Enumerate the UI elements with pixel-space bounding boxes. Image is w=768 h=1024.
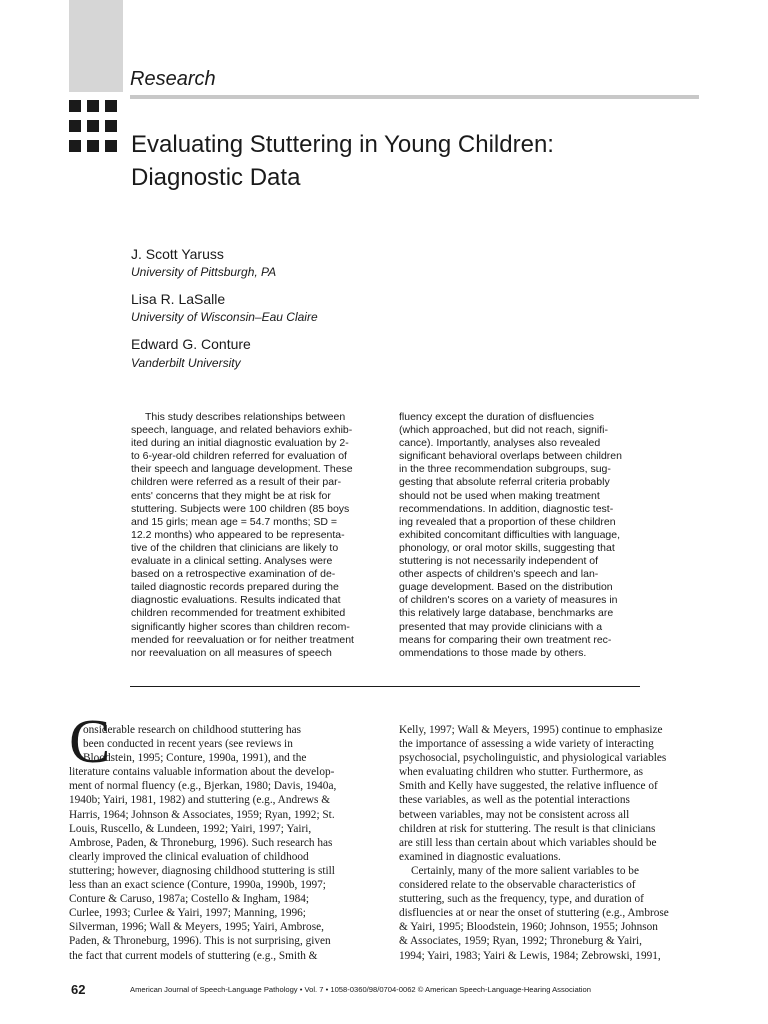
text-line: the fact that current models of stuttering (e.g., Smith & [69,949,318,962]
text-line: ment of normal fluency (e.g., Bjerkan, 1980; Davis, 1940a, [69,780,337,793]
text-line: (which approached, but did not reach, signifi- [399,424,608,437]
text-line: based on a retrospective examination of de- [131,568,336,581]
text-line: other aspects of children's speech and lan- [399,568,599,581]
body-left-column [69,723,369,963]
text-line: the importance of assessing a wide variety of interacting [399,738,654,751]
text-line: cance). Importantly, analyses also revealed [399,437,601,450]
text-line: children at risk for stuttering. The result is that clinicians [399,822,656,835]
text-line: speech, language, and related behaviors exhib- [131,424,353,437]
text-line: significantly higher scores than children recom- [131,620,350,633]
text-line: Curlee, 1993; Curlee & Yairi, 1997; Manning, 1996; [69,907,306,920]
text-line: phonology, or oral motor skills, suggesting that [399,541,615,554]
text-line: psychosocial, psycholinguistic, and physiological variables [399,752,667,765]
text-line: children recommended for treatment exhibited [131,607,346,620]
text-line: less than an exact science (Conture, 1990a, 1990b, 1997; [69,879,326,892]
text-line: to 6-year-old children referred for evaluation of [131,450,347,463]
text-line: presented that may provide clinicians with a [399,620,603,633]
text-line: exhibited concomitant difficulties with language, [399,528,621,541]
text-line: in the three recommendation subgroups, sug- [399,463,611,476]
author-name: Edward G. Conture [131,336,251,352]
text-line: children were referred as a result of their par- [131,476,342,489]
section-label: Research [130,68,216,90]
text-line: between variables, may not be consistent across all [399,808,630,821]
section-tab-decoration [69,0,123,92]
text-line: guage development. Based on the distribution [399,581,613,594]
text-line: these variables, as well as the potential interactions [399,794,630,807]
text-line: disfluencies at or near the onset of stuttering (e.g., Ambrose [399,907,669,920]
text-line: literature contains valuable information about the develop- [69,766,335,779]
text-line: clearly improved the clinical evaluation of childhood [69,850,309,863]
author-affiliation: Vanderbilt University [131,356,241,370]
text-line: 1994; Yairi, 1983; Yairi & Lewis, 1984; Zebrowski, 1991, [399,949,661,962]
title-line: Diagnostic Data [131,164,301,191]
text-line: of children's scores on a variety of measures in [399,594,618,607]
text-line: Certainly, many of the more salient variables to be [411,864,639,877]
text-line: gesting that absolute referral criteria probably [399,476,610,489]
author-affiliation: University of Pittsburgh, PA [131,265,277,279]
text-line: Silverman, 1996; Wall & Meyers, 1995; Yairi, Ambrose, [69,921,324,934]
text-line: stuttering, such as the frequency, type, and duration of [399,893,644,906]
text-line: & Yairi, 1995; Bloodstein, 1960; Johnson, 1955; Johnson [399,921,658,934]
decorative-squares [69,100,125,156]
text-line: evaluate in a clinical setting. Analyses were [131,555,333,568]
text-line: ommendations to those made by others. [399,646,587,659]
text-line: Louis, Ruscello, & Lundeen, 1992; Yairi, 1997; Yairi, [69,822,312,835]
text-line: considered relate to the observable characteristics of [399,879,636,892]
article-title [131,128,554,194]
text-line: Harris, 1964; Johnson & Associates, 1959; Ryan, 1992; St. [69,808,335,821]
text-line: ents' concerns that they might be at risk for [131,489,331,502]
text-line: been conducted in recent years (see reviews in [83,738,293,751]
text-line: Bloodstein, 1995; Conture, 1990a, 1991), and the [83,752,307,765]
text-line: should not be used when making treatment [399,489,600,502]
section-rule [130,95,699,99]
page-number: 62 [71,982,86,997]
text-line: stuttering; however, diagnosing childhood stuttering is still [69,864,335,877]
text-line: fluency except the duration of disfluencies [399,411,594,423]
text-line: when evaluating children who stutter. Furthermore, as [399,766,644,779]
drop-cap: C [69,708,111,776]
text-line: means for comparing their own treatment rec- [399,633,612,646]
author-name: J. Scott Yaruss [131,246,224,262]
text-line: recommendations. In addition, diagnostic test- [399,502,614,515]
journal-citation-footer: American Journal of Speech-Language Pathology • Vol. 7 • 1058-0360/98/0704-0062 © American Speech-Language-Hearing Association [130,985,591,994]
text-line: onsiderable research on childhood stuttering has [83,724,302,736]
author-name: Lisa R. LaSalle [131,291,226,307]
text-line: ited during an initial diagnostic evaluation by 2- [131,437,349,450]
text-line: nor reevaluation on all measures of speech [131,646,332,659]
text-line: examined in diagnostic evaluations. [399,850,561,863]
text-line: tailed diagnostic records prepared during the [131,581,339,594]
text-line: and 15 girls; mean age = 54.7 months; SD = [131,515,338,528]
abstract-left-column [131,411,371,660]
text-line: 12.2 months) who appeared to be representa- [131,528,345,541]
body-right-column [399,723,699,963]
text-line: mended for reevaluation or for neither treatment [131,633,354,646]
text-line: this relatively large database, benchmarks are [399,607,614,620]
text-line: Paden, & Throneburg, 1996). This is not surprising, given [69,935,331,948]
text-line: Ambrose, Paden, & Throneburg, 1996). Such research has [69,836,333,849]
text-line: stuttering. Subjects were 100 children (85 boys [131,502,350,515]
author-affiliation: University of Wisconsin–Eau Claire [131,310,318,324]
title-line: Evaluating Stuttering in Young Children: [131,131,554,158]
abstract-right-column [399,411,639,660]
text-line: significant behavioral overlaps between children [399,450,622,463]
text-line: ing revealed that a proportion of these children [399,515,616,528]
text-line: 1940b; Yairi, 1981, 1982) and stuttering (e.g., Andrews & [69,794,331,807]
text-line: are still less than certain about which variables should be [399,836,657,849]
text-line: their speech and language development. These [131,463,353,476]
text-line: & Associates, 1959; Ryan, 1992; Throneburg & Yairi, [399,935,642,948]
text-line: tive of the children that clinicians are likely to [131,541,339,554]
text-line: Kelly, 1997; Wall & Meyers, 1995) continue to emphasize [399,724,663,736]
text-line: This study describes relationships between [145,411,346,423]
abstract-divider [130,686,640,687]
text-line: Conture & Caruso, 1987a; Costello & Ingham, 1984; [69,893,310,906]
text-line: stuttering is not necessarily independent of [399,555,599,568]
text-line: Smith and Kelly have suggested, the relative influence of [399,780,658,793]
text-line: diagnostic evaluations. Results indicated that [131,594,341,607]
